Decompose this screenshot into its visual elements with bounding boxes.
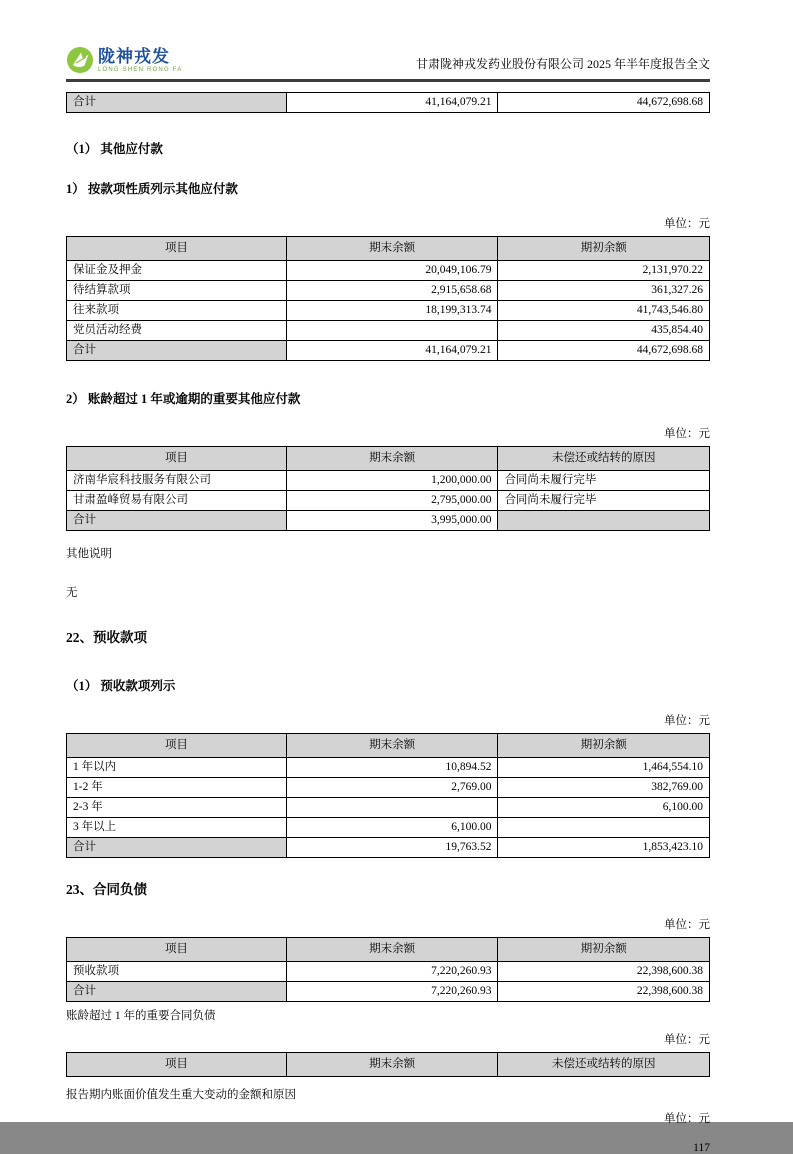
advances-table [66, 733, 710, 858]
table-cell: 3 年以上 [67, 818, 287, 838]
advances-table-body [67, 758, 710, 858]
column-header-beginning-balance: 期初余额 [498, 237, 710, 261]
table-cell: 2,131,970.22 [498, 261, 710, 281]
table-row [67, 301, 710, 321]
aged-important-table [66, 446, 710, 531]
brand-logo-icon [66, 46, 94, 74]
table-cell: 10,894.52 [286, 758, 498, 778]
table-cell: 44,672,698.68 [498, 341, 710, 361]
page-number: 117 [693, 1142, 710, 1154]
table-header-row [67, 237, 710, 261]
heading-aged-important: 2） 账龄超过 1 年或逾期的重要其他应付款 [66, 392, 301, 406]
unit-label: 单位：元 [664, 919, 710, 931]
aged-important-table-body [67, 471, 710, 531]
table-cell: 预收款项 [67, 962, 287, 982]
table-cell: 合同尚未履行完毕 [498, 491, 710, 511]
column-header-reason: 未偿还或结转的原因 [498, 447, 710, 471]
table-row [67, 93, 710, 113]
column-header-ending-balance: 期末余额 [286, 447, 498, 471]
column-header-ending-balance: 期末余额 [286, 237, 498, 261]
table-cell: 待结算款项 [67, 281, 287, 301]
table-row [67, 818, 710, 838]
column-header-item: 项目 [67, 734, 287, 758]
brand-text [98, 48, 182, 73]
table-cell [286, 321, 498, 341]
continuation-total-table [66, 92, 710, 113]
table-row [67, 471, 710, 491]
table-cell: 41,743,546.80 [498, 301, 710, 321]
brand-name-en: LONG SHEN RONG FA [98, 66, 183, 73]
heading-contract-liabilities: 23、合同负债 [66, 882, 147, 897]
table-row [67, 341, 710, 361]
table-row [67, 962, 710, 982]
table-header-row [67, 734, 710, 758]
table-header-row [67, 938, 710, 962]
other-note-value: 无 [66, 587, 78, 599]
table-cell: 合计 [67, 341, 287, 361]
table-cell: 1 年以内 [67, 758, 287, 778]
table-header-row [67, 447, 710, 471]
table-cell: 6,100.00 [498, 798, 710, 818]
table-cell: 甘肃盈峰贸易有限公司 [67, 491, 287, 511]
unit-label: 单位：元 [664, 218, 710, 230]
continuation-table-body [67, 93, 710, 113]
unit-label: 单位：元 [664, 1113, 710, 1125]
table-cell: 1,200,000.00 [286, 471, 498, 491]
table-cell: 3,995,000.00 [286, 511, 498, 531]
contract-liabilities-table [66, 937, 710, 1002]
heading-by-nature: 1） 按款项性质列示其他应付款 [66, 182, 238, 196]
table-cell: 7,220,260.93 [286, 982, 498, 1002]
table-cell: 41,164,079.21 [286, 93, 498, 113]
table-cell: 435,854.40 [498, 321, 710, 341]
column-header-ending-balance: 期末余额 [286, 1053, 498, 1077]
table-cell: 1,853,423.10 [498, 838, 710, 858]
table-cell: 382,769.00 [498, 778, 710, 798]
table-cell: 2,795,000.00 [286, 491, 498, 511]
table-row [67, 491, 710, 511]
table-cell: 合计 [67, 511, 287, 531]
table-cell [498, 818, 710, 838]
table-cell: 1-2 年 [67, 778, 287, 798]
table-row [67, 982, 710, 1002]
heading-advances-list: （1） 预收款项列示 [66, 679, 176, 693]
table-cell: 济南华宸科技服务有限公司 [67, 471, 287, 491]
table-cell: 2,769.00 [286, 778, 498, 798]
table-cell: 合计 [67, 982, 287, 1002]
column-header-item: 项目 [67, 938, 287, 962]
table-cell: 1,464,554.10 [498, 758, 710, 778]
table-cell: 2,915,658.68 [286, 281, 498, 301]
column-header-item: 项目 [67, 237, 287, 261]
table-cell: 20,049,106.79 [286, 261, 498, 281]
contract-liabilities-table-body [67, 962, 710, 1002]
page-header [66, 46, 710, 82]
table-cell [498, 511, 710, 531]
heading-other-payables: （1） 其他应付款 [66, 142, 163, 156]
table-cell [286, 798, 498, 818]
column-header-reason: 未偿还或结转的原因 [498, 1053, 710, 1077]
other-note-label: 其他说明 [66, 548, 112, 560]
unit-label: 单位：元 [664, 1034, 710, 1046]
column-header-ending-balance: 期末余额 [286, 734, 498, 758]
table-cell: 6,100.00 [286, 818, 498, 838]
column-header-ending-balance: 期末余额 [286, 938, 498, 962]
table-row [67, 838, 710, 858]
table-cell: 22,398,600.38 [498, 962, 710, 982]
table-cell: 22,398,600.38 [498, 982, 710, 1002]
heading-advances: 22、预收款项 [66, 630, 147, 645]
doc-title: 甘肃陇神戎发药业股份有限公司 2025 年半年度报告全文 [415, 57, 710, 71]
heading-value-change: 报告期内账面价值发生重大变动的金额和原因 [66, 1089, 296, 1101]
table-cell: 合计 [67, 93, 287, 113]
brand-logo [66, 46, 182, 74]
column-header-beginning-balance: 期初余额 [498, 734, 710, 758]
other-payables-table-body [67, 261, 710, 361]
column-header-item: 项目 [67, 1053, 287, 1077]
table-cell: 7,220,260.93 [286, 962, 498, 982]
column-header-item: 项目 [67, 447, 287, 471]
table-header-row [67, 1053, 710, 1077]
table-row [67, 281, 710, 301]
unit-label: 单位：元 [664, 715, 710, 727]
table-cell: 44,672,698.68 [498, 93, 710, 113]
table-cell: 往来款项 [67, 301, 287, 321]
table-cell: 19,763.52 [286, 838, 498, 858]
table-cell: 2-3 年 [67, 798, 287, 818]
table-row [67, 321, 710, 341]
table-row [67, 511, 710, 531]
table-cell: 保证金及押金 [67, 261, 287, 281]
other-payables-table [66, 236, 710, 361]
column-header-beginning-balance: 期初余额 [498, 938, 710, 962]
table-cell: 合计 [67, 838, 287, 858]
table-row [67, 261, 710, 281]
heading-aged-contract: 账龄超过 1 年的重要合同负债 [66, 1010, 216, 1022]
table-row [67, 758, 710, 778]
table-cell: 41,164,079.21 [286, 341, 498, 361]
aged-contract-table [66, 1052, 710, 1077]
table-cell: 361,327.26 [498, 281, 710, 301]
table-cell: 合同尚未履行完毕 [498, 471, 710, 491]
table-cell: 18,199,313.74 [286, 301, 498, 321]
unit-label: 单位：元 [664, 428, 710, 440]
table-row [67, 778, 710, 798]
table-cell: 党员活动经费 [67, 321, 287, 341]
table-row [67, 798, 710, 818]
brand-name-cn: 陇神戎发 [98, 46, 170, 66]
